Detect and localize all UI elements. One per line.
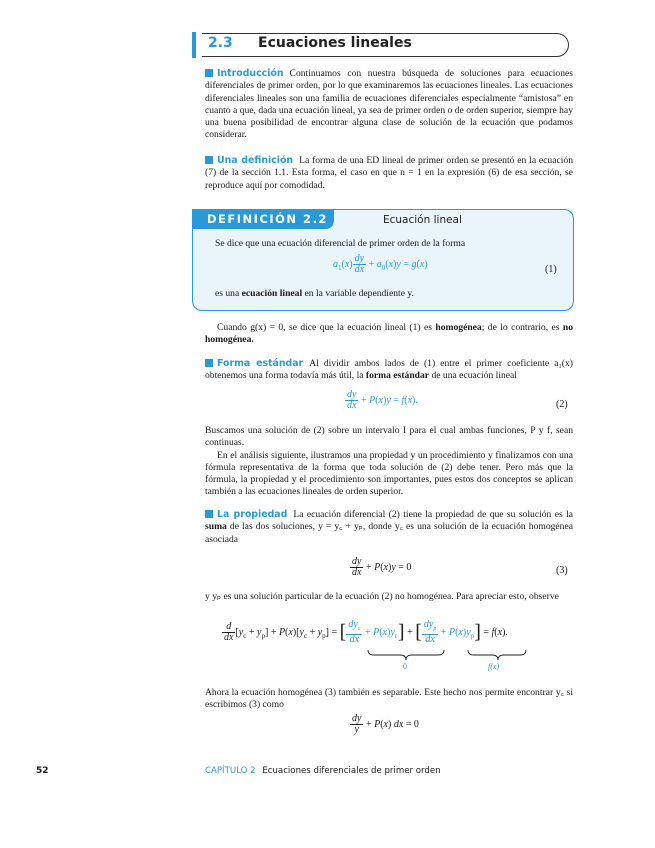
- search-p1: Buscamos una solución de (2) sobre un intervalo I para el cual ambas funciones, P y f, sean continuas.: [205, 425, 573, 449]
- section-header: [192, 32, 574, 58]
- definition-line1: Se dice que una ecuación diferencial de primer orden de la forma: [215, 238, 466, 249]
- property-pre: La ecuación diferencial (2) tiene la propiedad de que su solución es la: [293, 509, 573, 520]
- equation-2: $\frac{dy}{dx}$ + P(x)y = f(x).: [347, 389, 418, 411]
- definition-title: Ecuación lineal: [383, 214, 462, 226]
- intro-lead: Introducción: [217, 68, 284, 79]
- underbraces: [360, 648, 530, 662]
- equation-2-number: (2): [556, 399, 568, 410]
- underbrace-right: [468, 650, 526, 660]
- standard-pre: Al dividir ambos lados de (1) entre el primer coeficiente a₁(x) obtenemos una forma todavía más útil, la: [205, 358, 573, 382]
- standard-post: de una ecuación lineal: [429, 370, 517, 382]
- equation-1-number: (1): [545, 264, 557, 275]
- equation-1: $a_1(x)$ $\frac{dy}{dx}$ + $a_0(x)y = g(x)$: [333, 253, 428, 275]
- chapter-footer: [205, 766, 441, 776]
- homog-pre: Cuando g(x) = 0, se dice que la ecuación lineal (1) es: [217, 322, 436, 333]
- definition-text: La forma de una ED lineal de primer orden se presentó en la ecuación (7) de la sección 1.1. Esta forma, el caso en que n = 1 en la expresión (6) de esa sección, se reproduce aquí por comodidad.: [205, 155, 573, 191]
- property-bold: suma: [205, 521, 227, 533]
- definition-line2-post: en la variable dependiente y.: [302, 288, 414, 299]
- definition-line2: [215, 288, 414, 299]
- homog-bold2: no homogénea.: [205, 322, 573, 346]
- standard-lead: Forma estándar: [217, 358, 304, 369]
- definition-box: [192, 209, 574, 311]
- separable-paragraph: Ahora la ecuación homogénea (3) también es separable. Este hecho nos permite encontrar y꜀ si escribimos (3) como: [205, 687, 573, 711]
- homogeneous-paragraph: [205, 322, 573, 347]
- definition-line2-bold: ecuación lineal: [241, 288, 303, 299]
- bullet-square-icon: [205, 156, 213, 164]
- property-post: de las dos soluciones, y = y꜀ + yₚ, donde y꜀ es una solución de la ecuación homogénea asociada: [205, 521, 573, 545]
- intro-text: Continuamos con nuestra búsqueda de soluciones para ecuaciones diferenciales de primer orden, por lo que examinaremos las ecuaciones lineales. Las ecuaciones diferenciales lineales son una familia de ecuaciones diferenciales especialmente “amistosa” en cuanto a que, dada una ecuación lineal, ya sea de primer orden o de orden superior, siempre hay una buena posibilidad de encontrar alguna clase de solución de la ecuación que podamos considerar.: [205, 68, 573, 141]
- definition-tag: [192, 209, 334, 229]
- equation-3-number: (3): [556, 565, 568, 576]
- underbrace-left: [368, 650, 444, 660]
- section-number: 2.3: [208, 35, 233, 51]
- derivation-equation: $\frac{d}{dx}$ $[y_c + y_p] + P(x)[y_c + y_p]$ = [ $\frac{dy_c}{dx}$ + $P(x)y_c$] + [ $\frac{dy_p}{dx}$ + $P(x)y_p] = f(x)$.: [224, 619, 508, 645]
- particular-paragraph: y yₚ es una solución particular de la ecuación (2) no homogénea. Para apreciar esto, observe: [205, 591, 559, 602]
- bullet-square-icon: [205, 69, 213, 77]
- definition-tag-label: DEFINICIÓN 2.2: [207, 212, 328, 226]
- bullet-square-icon: [205, 510, 213, 518]
- page-number: 52: [36, 766, 49, 776]
- equation-separable: $\frac{dy}{y}$ + P(x) dx = 0: [352, 713, 419, 735]
- chapter-title: Ecuaciones diferenciales de primer orden: [262, 766, 441, 776]
- property-paragraph: [205, 509, 573, 546]
- intro-paragraph: [205, 68, 573, 142]
- section-bar: [192, 32, 196, 58]
- definition-paragraph: [205, 155, 573, 192]
- definition-line2-pre: es una: [215, 288, 242, 299]
- search-p2: En el análisis siguiente, ilustramos una propiedad y un procedimiento y finalizamos con una fórmula representativa de la forma que toda solución de (2) debe tener. Pero más que la fórmula, la propiedad y el procedimiento son importantes, pues estos dos conceptos se aplican también a las ecuaciones lineales de orden superior.: [205, 449, 573, 498]
- homog-mid: ; de lo contrario, es: [481, 322, 563, 333]
- homog-bold1: homogénea: [435, 322, 482, 333]
- brace-label-zero: 0: [403, 662, 407, 671]
- brace-label-fx: f(x): [488, 662, 500, 671]
- chapter-label: CAPÍTULO 2: [205, 766, 256, 776]
- standard-form-paragraph: [205, 358, 573, 383]
- definition-lead: Una definición: [217, 155, 294, 166]
- bullet-square-icon: [205, 359, 213, 367]
- section-title: Ecuaciones lineales: [258, 35, 412, 51]
- standard-bold: forma estándar: [365, 370, 430, 382]
- property-lead: La propiedad: [217, 509, 288, 520]
- search-paragraph: [205, 425, 573, 499]
- equation-3: $\frac{dy}{dx}$ + P(x)y = 0: [352, 556, 412, 578]
